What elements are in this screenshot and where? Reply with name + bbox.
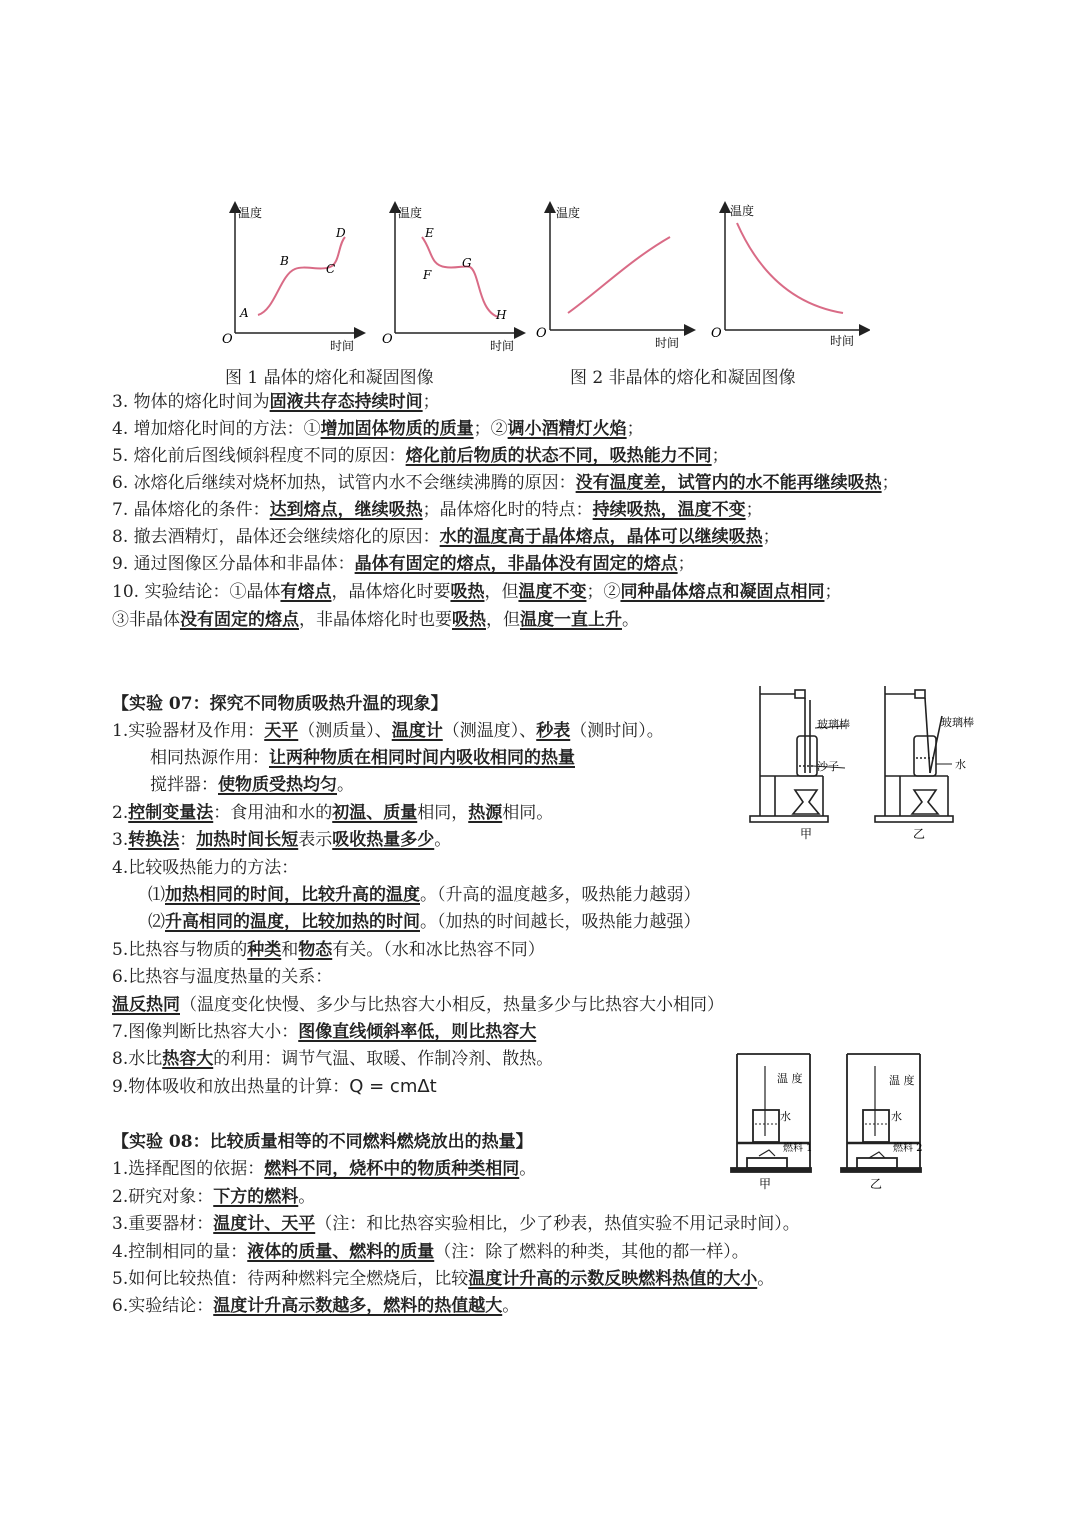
exp08-line-3: 3.重要器材：温度计、天平（注：和比热容实验相比，少了秒表，热值实验不用记录时间）。 [112,1214,800,1234]
phase-change-graphs [210,195,870,360]
exp08-title: 【实验 08：比较质量相等的不同燃料燃烧放出的热量】 [112,1132,533,1152]
svg-text:甲: 甲 [800,827,813,841]
line-10: 10. 实验结论：①晶体有熔点，晶体熔化时要吸热，但温度不变；②同种晶体熔点和凝固点相同； [112,582,842,602]
exp08-line-4: 4.控制相同的量：液体的质量、燃料的质量（注：除了燃料的种类，其他的都一样）。 [112,1242,749,1262]
fuel-apparatus-yi [841,1054,921,1172]
svg-text:玻璃棒: 玻璃棒 [941,716,974,729]
svg-text:水: 水 [891,1110,902,1123]
exp07-line-4a: ⑴加热相同的时间，比较升高的温度。（升高的温度越多，吸热能力越弱） [148,885,701,905]
exp07-line-1c: 搅拌器：使物质受热均匀。 [150,775,354,795]
exp07-line-6b: 温反热同（温度变化快慢、多少与比热容大小相反，热量多少与比热容大小相同） [112,995,724,1015]
apparatus-jia [750,686,845,822]
svg-text:B: B [280,254,289,268]
svg-text:水: 水 [955,758,966,771]
svg-text:E: E [425,226,434,240]
graph-crystal-melting [222,205,360,353]
line-4: 4. 增加熔化时间的方法：①增加固体物质的质量；②调小酒精灯火焰； [112,419,644,439]
graph-amorphous-melting [536,205,690,350]
svg-text:温度: 温度 [556,206,581,220]
exp07-line-3: 3.转换法：加热时间长短表示吸收热量多少。 [112,830,452,850]
svg-text:O: O [382,332,393,347]
svg-text:时间: 时间 [330,339,355,353]
svg-text:温 度: 温 度 [777,1072,803,1085]
svg-text:O: O [222,332,233,347]
exp07-line-7: 7.图像判断比热容大小：图像直线倾斜率低，则比热容大 [112,1022,537,1042]
exp07-line-8: 8.水比热容大的利用：调节气温、取暖、作制冷剂、散热。 [112,1049,554,1069]
svg-text:时间: 时间 [490,339,515,353]
svg-text:A: A [240,306,249,320]
line-11: ③非晶体没有固定的熔点，非晶体熔化时也要吸热，但温度一直上升。 [112,610,639,630]
line-3: 3. 物体的熔化时间为固液共存态持续时间； [112,392,440,412]
line-8: 8. 撤去酒精灯，晶体还会继续熔化的原因：水的温度高于晶体熔点，晶体可以继续吸热； [112,527,780,547]
svg-text:燃料 1: 燃料 1 [783,1143,813,1154]
svg-text:时间: 时间 [830,334,855,348]
svg-text:时间: 时间 [655,336,680,350]
exp07-line-1b: 相同热源作用：让两种物质在相同时间内吸收相同的热量 [150,748,575,768]
exp08-line-5: 5.如何比较热值：待两种燃料完全燃烧后，比较温度计升高的示数反映燃料热值的大小。 [112,1269,775,1289]
svg-text:乙: 乙 [913,827,926,841]
exp07-line-4: 4.比较吸热能力的方法： [112,858,299,878]
svg-text:O: O [711,326,722,341]
svg-text:水: 水 [780,1110,791,1123]
fig2-caption: 图 2 非晶体的熔化和凝固图像 [570,368,796,388]
svg-text:F: F [423,268,432,282]
svg-text:G: G [462,256,472,270]
svg-text:H: H [496,308,507,322]
exp07-line-2: 2.控制变量法：食用油和水的初温、质量相同，热源相同。 [112,803,554,823]
exp08-line-2: 2.研究对象：下方的燃料。 [112,1187,316,1207]
svg-text:温度: 温度 [398,206,423,220]
svg-text:D: D [336,226,346,240]
apparatus-yi [875,686,953,822]
exp07-line-4b: ⑵升高相同的温度，比较加热的时间。（加热的时间越长，吸热能力越强） [148,912,701,932]
line-7: 7. 晶体熔化的条件：达到熔点，继续吸热；晶体熔化时的特点：持续吸热，温度不变； [112,500,763,520]
svg-text:C: C [326,262,336,276]
svg-text:玻璃棒: 玻璃棒 [817,718,850,731]
svg-text:甲: 甲 [759,1177,772,1191]
exp07-apparatus-figure [745,678,985,843]
svg-text:乙: 乙 [870,1177,883,1191]
fig1-caption: 图 1 晶体的熔化和凝固图像 [225,368,434,388]
svg-text:O: O [536,326,547,341]
exp07-title: 【实验 07：探究不同物质吸热升温的现象】 [112,694,448,714]
exp07-line-6: 6.比热容与温度热量的关系： [112,967,333,987]
graphs-row [210,195,870,360]
graph-crystal-solidifying [382,205,520,353]
exp08-line-1: 1.选择配图的依据：燃料不同，烧杯中的物质种类相同。 [112,1159,537,1179]
exp07-line-9: 9.物体吸收和放出热量的计算：Q = cmΔt [112,1076,437,1097]
line-9: 9. 通过图像区分晶体和非晶体：晶体有固定的熔点，非晶体没有固定的熔点； [112,554,695,574]
svg-text:温度: 温度 [238,206,263,220]
exp08-line-6: 6.实验结论：温度计升高示数越多，燃料的热值越大。 [112,1296,520,1316]
svg-text:温 度: 温 度 [889,1074,915,1087]
exp08-apparatus-figure [725,1048,960,1193]
line-5: 5. 熔化前后图线倾斜程度不同的原因：熔化前后物质的状态不同，吸热能力不同； [112,446,729,466]
svg-text:温度: 温度 [730,204,755,218]
exp07-line-1: 1.实验器材及作用：天平（测质量）、温度计（测温度）、秒表（测时间）。 [112,721,664,741]
svg-text:沙子: 沙子 [817,760,839,773]
svg-text:燃料 2: 燃料 2 [893,1143,923,1154]
exp07-line-5: 5.比热容与物质的种类和物态有关。（水和冰比热容不同） [112,940,545,960]
line-6: 6. 冰熔化后继续对烧杯加热，试管内水不会继续沸腾的原因：没有温度差，试管内的水不能再继续吸热； [112,473,899,493]
graph-amorphous-solidifying [711,203,865,348]
